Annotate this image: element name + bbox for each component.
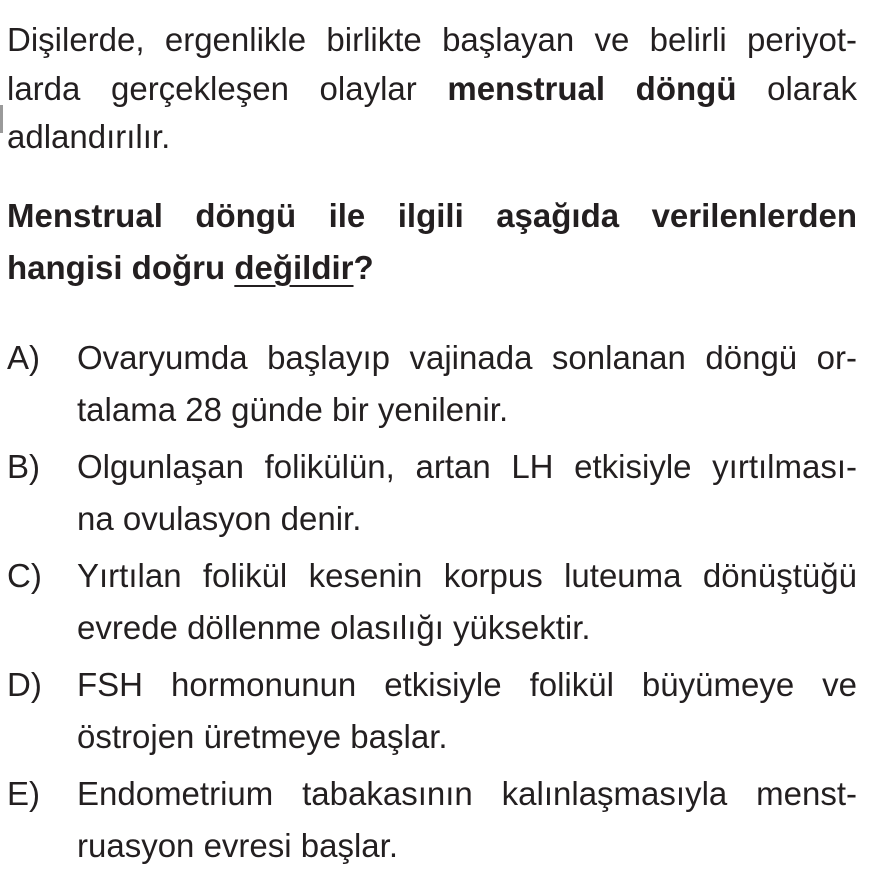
option-text [77,550,857,654]
option-line-1: Endometrium tabakasının kalınlaşmasıyla menst- [77,774,857,812]
option-line-2: ruasyon evresi başlar. [77,826,398,864]
option-e[interactable] [7,768,857,872]
option-a[interactable] [7,332,857,436]
option-line-1: Ovaryumda başlayıp vajinada sonlanan döngü or- [77,338,857,376]
option-text [77,768,857,872]
question-mark: ? [353,248,374,286]
option-b[interactable] [7,441,857,545]
option-d[interactable] [7,659,857,763]
option-letter: B) [7,447,40,485]
option-letter: E) [7,774,40,812]
option-c[interactable] [7,550,857,654]
option-line-1: Olgunlaşan folikülün, artan LH etkisiyle yırtılması- [77,447,857,485]
option-letter: C) [7,556,42,594]
question-negation-word: değildir [234,248,354,286]
answer-options [7,332,857,872]
option-text [77,659,857,763]
intro-line-2 [7,65,857,114]
option-letter: D) [7,665,42,703]
intro-line-1: Dişilerde, ergenlikle birlikte başlayan ve belirli periyot- [7,21,857,58]
intro-line-2-end: olarak [736,69,857,107]
intro-line-3: adlandırılır. [7,118,171,155]
question-line-2-start: hangisi doğru [7,248,235,286]
option-text [77,441,857,545]
option-text [77,332,857,436]
intro-key-term: menstrual döngü [447,69,737,107]
option-line-2: talama 28 günde bir yenilenir. [77,390,509,428]
option-line-2: östrojen üretmeye başlar. [77,717,448,755]
question-card [7,16,857,877]
option-line-1: FSH hormonunun etkisiyle folikül büyümeye ve [77,665,857,703]
question-line-1: Menstrual döngü ile ilgili aşağıda verilenlerden [7,196,857,234]
option-line-2: evrede döllenme olasılığı yüksektir. [77,608,591,646]
option-line-1: Yırtılan folikül kesenin korpus luteuma dönüştüğü [77,556,857,594]
question-line-2 [7,242,857,294]
intro-paragraph [7,16,857,162]
option-line-2: na ovulasyon denir. [77,499,362,537]
question-stem [7,190,857,294]
option-letter: A) [7,338,40,376]
page-edge-mark [0,105,3,133]
intro-line-2-start: larda gerçekleşen olaylar [7,69,448,107]
